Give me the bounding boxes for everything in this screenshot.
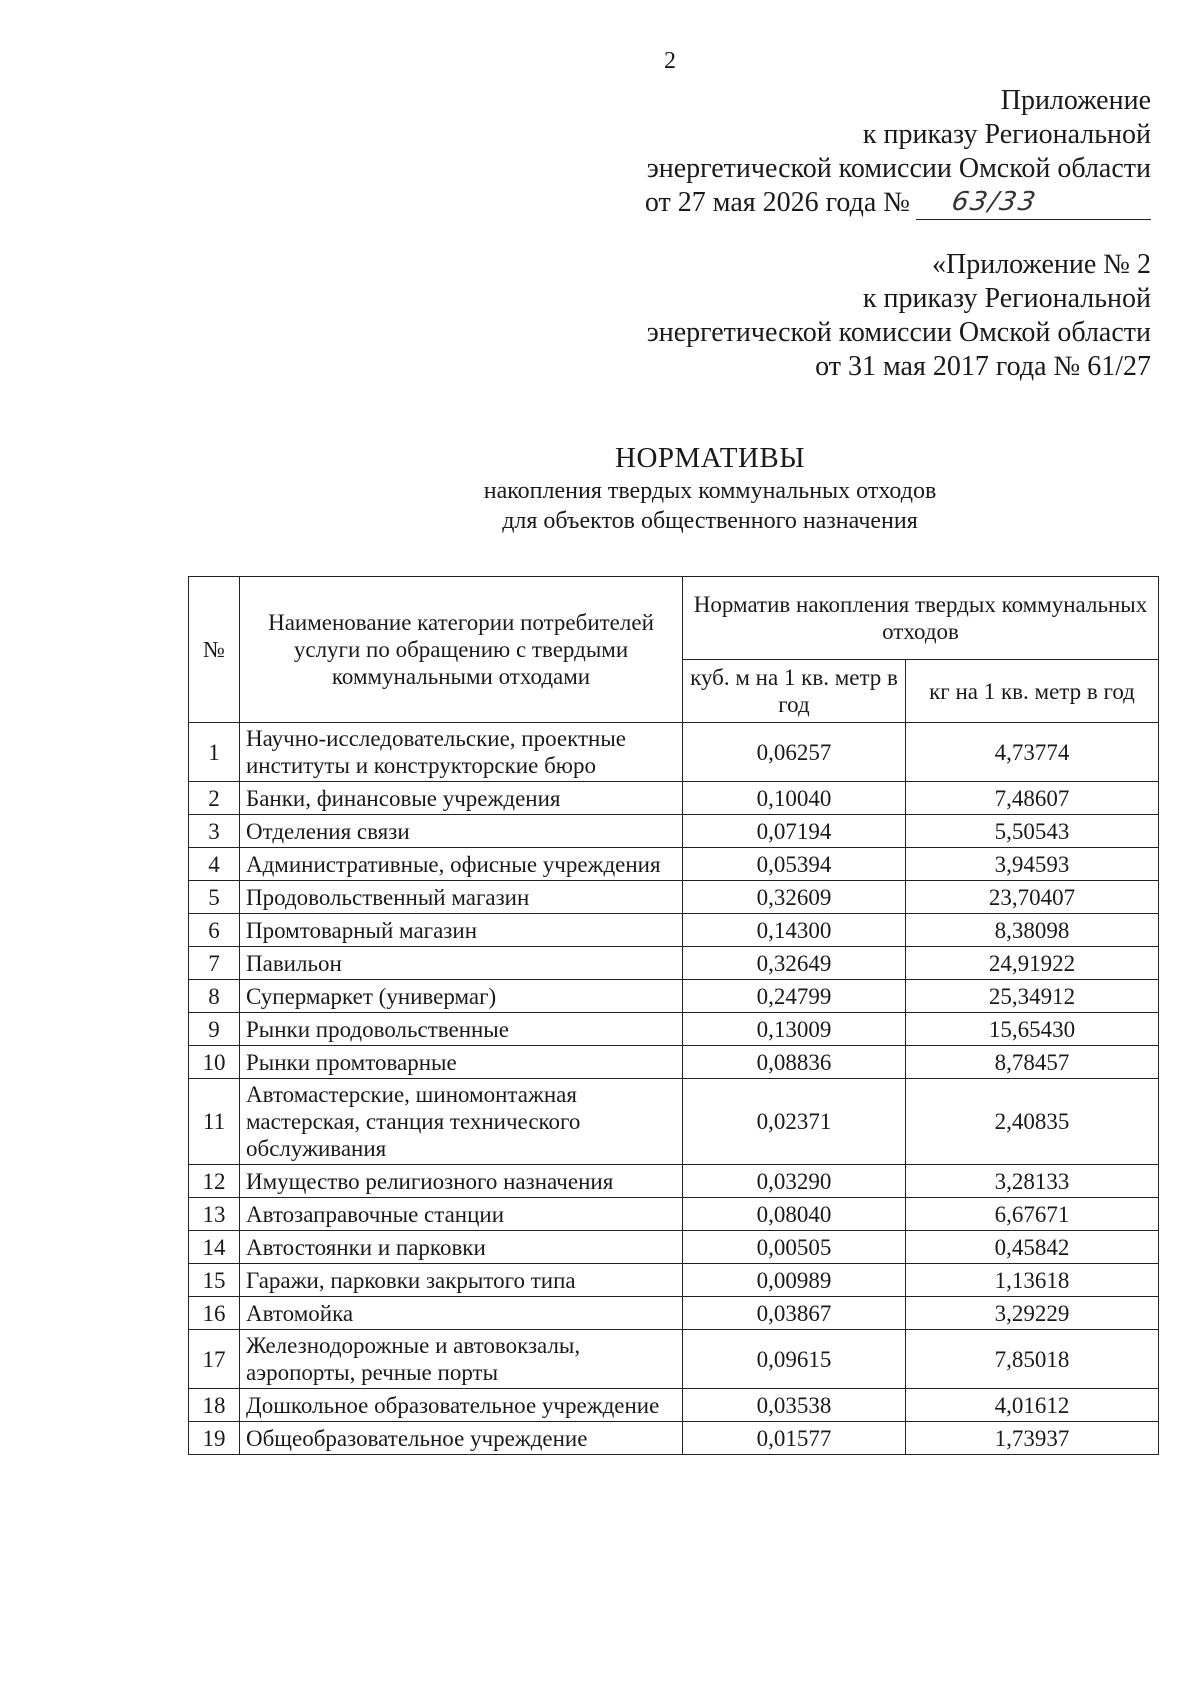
row-category-name: Общеобразовательное учреждение [240, 1422, 683, 1455]
table-row [189, 1079, 1159, 1165]
row-value-kg: 15,65430 [906, 1013, 1159, 1046]
row-value-m3: 0,00989 [683, 1264, 906, 1297]
appendix-original-header [647, 248, 1151, 384]
table-row [189, 914, 1159, 947]
row-value-m3: 0,13009 [683, 1013, 906, 1046]
row-value-m3: 0,03867 [683, 1297, 906, 1330]
row-value-m3: 0,07194 [683, 815, 906, 848]
row-value-m3: 0,00505 [683, 1231, 906, 1264]
row-category-name: Автозаправочные станции [240, 1198, 683, 1231]
row-number: 11 [189, 1079, 240, 1165]
row-value-kg: 2,40835 [906, 1079, 1159, 1165]
row-number: 18 [189, 1389, 240, 1422]
handwritten-order-number: 63/33 [949, 187, 1040, 217]
row-value-kg: 24,91922 [906, 947, 1159, 980]
title-subtitle-line1: накопления твердых коммунальных отходов [483, 478, 937, 504]
row-value-kg: 3,29229 [906, 1297, 1159, 1330]
row-value-m3: 0,32649 [683, 947, 906, 980]
row-value-m3: 0,05394 [683, 848, 906, 881]
table-row [189, 1422, 1159, 1455]
row-value-kg: 5,50543 [906, 815, 1159, 848]
row-number: 12 [189, 1165, 240, 1198]
table-header-row [189, 577, 1159, 660]
title-main: НОРМАТИВЫ [615, 442, 805, 474]
appendix-original-line1: «Приложение № 2 [932, 249, 1151, 280]
row-number: 9 [189, 1013, 240, 1046]
row-value-m3: 0,03290 [683, 1165, 906, 1198]
row-category-name: Продовольственный магазин [240, 881, 683, 914]
header-name: Наименование категории потребителей услуги по обращению с твердыми коммунальными отходами [240, 577, 683, 723]
row-number: 3 [189, 815, 240, 848]
row-category-name: Административные, офисные учреждения [240, 848, 683, 881]
appendix-current-line1: Приложение [1000, 85, 1151, 116]
table-row [189, 723, 1159, 782]
document-title [0, 440, 1200, 536]
appendix-current-line4 [645, 186, 1151, 220]
row-value-kg: 1,73937 [906, 1422, 1159, 1455]
row-number: 14 [189, 1231, 240, 1264]
header-m3-per-m2: куб. м на 1 кв. метр в год [683, 660, 906, 723]
row-value-kg: 4,01612 [906, 1389, 1159, 1422]
table-row [189, 1046, 1159, 1079]
table-body [189, 723, 1159, 1455]
row-category-name: Павильон [240, 947, 683, 980]
row-number: 5 [189, 881, 240, 914]
row-category-name: Гаражи, парковки закрытого типа [240, 1264, 683, 1297]
table-row [189, 815, 1159, 848]
header-norm-group: Норматив накопления твердых коммунальных отходов [683, 577, 1159, 660]
row-value-kg: 0,45842 [906, 1231, 1159, 1264]
appendix-current-line2: к приказу Региональной [862, 119, 1151, 150]
row-category-name: Автомойка [240, 1297, 683, 1330]
row-number: 10 [189, 1046, 240, 1079]
row-category-name: Автомастерские, шиномонтажная мастерская, станция технического обслуживания [240, 1079, 683, 1165]
row-value-kg: 3,94593 [906, 848, 1159, 881]
header-num: № [189, 577, 240, 723]
row-value-m3: 0,09615 [683, 1330, 906, 1389]
row-number: 15 [189, 1264, 240, 1297]
row-number: 6 [189, 914, 240, 947]
row-value-kg: 25,34912 [906, 980, 1159, 1013]
table-row [189, 1165, 1159, 1198]
row-category-name: Промтоварный магазин [240, 914, 683, 947]
row-category-name: Банки, финансовые учреждения [240, 782, 683, 815]
row-number: 19 [189, 1422, 240, 1455]
table-row [189, 1297, 1159, 1330]
order-number-underline [916, 189, 1151, 220]
row-category-name: Отделения связи [240, 815, 683, 848]
table-row [189, 1389, 1159, 1422]
row-value-kg: 4,73774 [906, 723, 1159, 782]
row-number: 8 [189, 980, 240, 1013]
row-number: 13 [189, 1198, 240, 1231]
row-value-m3: 0,06257 [683, 723, 906, 782]
row-value-m3: 0,08836 [683, 1046, 906, 1079]
row-value-kg: 3,28133 [906, 1165, 1159, 1198]
row-category-name: Автостоянки и парковки [240, 1231, 683, 1264]
row-value-kg: 8,38098 [906, 914, 1159, 947]
appendix-current-date-prefix: от 27 мая 2026 года № [644, 187, 910, 218]
row-number: 1 [189, 723, 240, 782]
header-kg-per-m2: кг на 1 кв. метр в год [906, 660, 1159, 723]
row-number: 2 [189, 782, 240, 815]
row-value-m3: 0,02371 [683, 1079, 906, 1165]
row-category-name: Супермаркет (универмаг) [240, 980, 683, 1013]
norms-table [188, 576, 1159, 1455]
row-category-name: Имущество религиозного назначения [240, 1165, 683, 1198]
appendix-original-line4: от 31 мая 2017 года № 61/27 [815, 351, 1151, 382]
row-number: 7 [189, 947, 240, 980]
row-value-kg: 6,67671 [906, 1198, 1159, 1231]
row-value-kg: 7,48607 [906, 782, 1159, 815]
row-value-m3: 0,10040 [683, 782, 906, 815]
row-value-m3: 0,03538 [683, 1389, 906, 1422]
row-value-kg: 23,70407 [906, 881, 1159, 914]
table-row [189, 1264, 1159, 1297]
table-row [189, 782, 1159, 815]
appendix-current-line3: энергетической комиссии Омской области [646, 153, 1151, 184]
row-value-m3: 0,24799 [683, 980, 906, 1013]
row-number: 16 [189, 1297, 240, 1330]
table-row [189, 1231, 1159, 1264]
row-category-name: Дошкольное образовательное учреждение [240, 1389, 683, 1422]
row-category-name: Рынки промтоварные [240, 1046, 683, 1079]
table-row [189, 1013, 1159, 1046]
table-row [189, 881, 1159, 914]
row-value-kg: 7,85018 [906, 1330, 1159, 1389]
appendix-original-line3: энергетической комиссии Омской области [646, 317, 1151, 348]
title-subtitle-line2: для объектов общественного назначения [502, 508, 918, 534]
row-value-kg: 8,78457 [906, 1046, 1159, 1079]
row-value-m3: 0,32609 [683, 881, 906, 914]
row-number: 4 [189, 848, 240, 881]
row-number: 17 [189, 1330, 240, 1389]
row-category-name: Научно-исследовательские, проектные институты и конструкторские бюро [240, 723, 683, 782]
row-value-m3: 0,01577 [683, 1422, 906, 1455]
table-row [189, 1330, 1159, 1389]
row-value-kg: 1,13618 [906, 1264, 1159, 1297]
row-value-m3: 0,08040 [683, 1198, 906, 1231]
appendix-current-header [645, 84, 1151, 220]
row-value-m3: 0,14300 [683, 914, 906, 947]
table-row [189, 980, 1159, 1013]
appendix-original-line2: к приказу Региональной [862, 283, 1151, 314]
table-row [189, 848, 1159, 881]
row-category-name: Рынки продовольственные [240, 1013, 683, 1046]
table-row [189, 947, 1159, 980]
table-row [189, 1198, 1159, 1231]
page-number: 2 [664, 48, 676, 74]
row-category-name: Железнодорожные и автовокзалы, аэропорты, речные порты [240, 1330, 683, 1389]
